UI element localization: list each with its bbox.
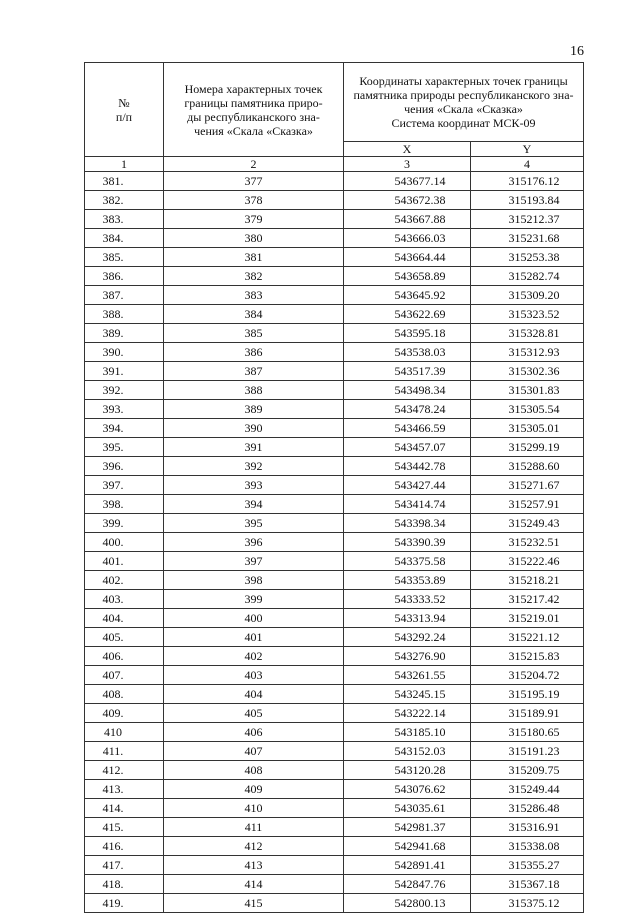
row-number-cell: 389. <box>85 324 164 343</box>
point-number-cell: 411 <box>164 818 344 837</box>
point-number-cell: 387 <box>164 362 344 381</box>
table-row <box>85 685 584 704</box>
y-coordinate-cell: 315222.46 <box>471 552 584 571</box>
column-number-row <box>85 157 584 172</box>
row-number-cell: 381. <box>85 172 164 191</box>
point-number-cell: 409 <box>164 780 344 799</box>
y-coordinate-cell: 315257.91 <box>471 495 584 514</box>
table-row <box>85 856 584 875</box>
y-coordinate-cell: 315312.93 <box>471 343 584 362</box>
x-coordinate-cell: 543517.39 <box>344 362 471 381</box>
x-coordinate-cell: 543276.90 <box>344 647 471 666</box>
x-coordinate-cell: 543390.39 <box>344 533 471 552</box>
x-coordinate-cell: 543222.14 <box>344 704 471 723</box>
point-number-cell: 394 <box>164 495 344 514</box>
point-number-cell: 389 <box>164 400 344 419</box>
row-number-cell: 383. <box>85 210 164 229</box>
y-coordinate-cell: 315302.36 <box>471 362 584 381</box>
x-coordinate-cell: 543261.55 <box>344 666 471 685</box>
row-number-cell: 418. <box>85 875 164 894</box>
row-number-cell: 385. <box>85 248 164 267</box>
point-number-cell: 403 <box>164 666 344 685</box>
x-coordinate-cell: 543466.59 <box>344 419 471 438</box>
y-coordinate-cell: 315189.91 <box>471 704 584 723</box>
x-coordinate-cell: 542981.37 <box>344 818 471 837</box>
y-coordinate-cell: 315316.91 <box>471 818 584 837</box>
table-body <box>85 172 584 913</box>
row-number-cell: 400. <box>85 533 164 552</box>
y-coordinate-cell: 315301.83 <box>471 381 584 400</box>
header-coordinates <box>344 63 584 142</box>
x-coordinate-cell: 543292.24 <box>344 628 471 647</box>
y-coordinate-cell: 315355.27 <box>471 856 584 875</box>
table-row <box>85 894 584 913</box>
x-coordinate-cell: 543595.18 <box>344 324 471 343</box>
column-number: 2 <box>164 157 344 172</box>
x-coordinate-cell: 543457.07 <box>344 438 471 457</box>
x-coordinate-cell: 543664.44 <box>344 248 471 267</box>
y-coordinate-cell: 315328.81 <box>471 324 584 343</box>
table-row <box>85 419 584 438</box>
point-number-cell: 379 <box>164 210 344 229</box>
header-coords-line: Система координат МСК-09 <box>391 116 536 130</box>
row-number-cell: 394. <box>85 419 164 438</box>
header-y: Y <box>471 142 584 157</box>
y-coordinate-cell: 315215.83 <box>471 647 584 666</box>
point-number-cell: 407 <box>164 742 344 761</box>
table-row <box>85 780 584 799</box>
y-coordinate-cell: 315193.84 <box>471 191 584 210</box>
table-row <box>85 286 584 305</box>
row-number-cell: 416. <box>85 837 164 856</box>
row-number-cell: 412. <box>85 761 164 780</box>
x-coordinate-cell: 543666.03 <box>344 229 471 248</box>
table-row <box>85 875 584 894</box>
table-row <box>85 267 584 286</box>
point-number-cell: 383 <box>164 286 344 305</box>
x-coordinate-cell: 543353.89 <box>344 571 471 590</box>
header-row-number <box>85 63 164 157</box>
point-number-cell: 404 <box>164 685 344 704</box>
x-coordinate-cell: 543667.88 <box>344 210 471 229</box>
x-coordinate-cell: 543427.44 <box>344 476 471 495</box>
x-coordinate-cell: 542891.41 <box>344 856 471 875</box>
point-number-cell: 378 <box>164 191 344 210</box>
table-row <box>85 324 584 343</box>
y-coordinate-cell: 315219.01 <box>471 609 584 628</box>
y-coordinate-cell: 315221.12 <box>471 628 584 647</box>
y-coordinate-cell: 315338.08 <box>471 837 584 856</box>
y-coordinate-cell: 315249.44 <box>471 780 584 799</box>
y-coordinate-cell: 315367.18 <box>471 875 584 894</box>
point-number-cell: 396 <box>164 533 344 552</box>
table-row <box>85 647 584 666</box>
x-coordinate-cell: 543398.34 <box>344 514 471 533</box>
row-number-cell: 395. <box>85 438 164 457</box>
point-number-cell: 395 <box>164 514 344 533</box>
row-number-cell: 382. <box>85 191 164 210</box>
point-number-cell: 392 <box>164 457 344 476</box>
x-coordinate-cell: 543313.94 <box>344 609 471 628</box>
y-coordinate-cell: 315232.51 <box>471 533 584 552</box>
row-number-cell: 387. <box>85 286 164 305</box>
point-number-cell: 377 <box>164 172 344 191</box>
row-number-cell: 406. <box>85 647 164 666</box>
header-number-abbr: п/п <box>115 109 133 124</box>
x-coordinate-cell: 543645.92 <box>344 286 471 305</box>
y-coordinate-cell: 315218.21 <box>471 571 584 590</box>
point-number-cell: 381 <box>164 248 344 267</box>
table-row <box>85 343 584 362</box>
point-number-cell: 414 <box>164 875 344 894</box>
row-number-cell: 408. <box>85 685 164 704</box>
table-row <box>85 305 584 324</box>
y-coordinate-cell: 315305.01 <box>471 419 584 438</box>
y-coordinate-cell: 315180.65 <box>471 723 584 742</box>
x-coordinate-cell: 542847.76 <box>344 875 471 894</box>
table-row <box>85 229 584 248</box>
header-number-sign: № <box>118 95 130 110</box>
x-coordinate-cell: 543498.34 <box>344 381 471 400</box>
y-coordinate-cell: 315191.23 <box>471 742 584 761</box>
column-number: 1 <box>85 157 164 172</box>
y-coordinate-cell: 315309.20 <box>471 286 584 305</box>
table-row <box>85 381 584 400</box>
point-number-cell: 385 <box>164 324 344 343</box>
x-coordinate-cell: 543120.28 <box>344 761 471 780</box>
point-number-cell: 401 <box>164 628 344 647</box>
table-row <box>85 514 584 533</box>
x-coordinate-cell: 543035.61 <box>344 799 471 818</box>
header-points-line: чения «Скала «Сказка» <box>194 123 313 138</box>
y-coordinate-cell: 315305.54 <box>471 400 584 419</box>
x-coordinate-cell: 543414.74 <box>344 495 471 514</box>
header-x: X <box>344 142 471 157</box>
x-coordinate-cell: 543245.15 <box>344 685 471 704</box>
x-coordinate-cell: 542941.68 <box>344 837 471 856</box>
y-coordinate-cell: 315231.68 <box>471 229 584 248</box>
row-number-cell: 402. <box>85 571 164 590</box>
row-number-cell: 409. <box>85 704 164 723</box>
table-row <box>85 837 584 856</box>
table-row <box>85 552 584 571</box>
column-number: 4 <box>471 157 584 172</box>
x-coordinate-cell: 543538.03 <box>344 343 471 362</box>
page-number: 16 <box>570 44 584 59</box>
y-coordinate-cell: 315209.75 <box>471 761 584 780</box>
table-row <box>85 476 584 495</box>
row-number-cell: 403. <box>85 590 164 609</box>
table-row <box>85 495 584 514</box>
y-coordinate-cell: 315204.72 <box>471 666 584 685</box>
table-row <box>85 590 584 609</box>
point-number-cell: 388 <box>164 381 344 400</box>
point-number-cell: 408 <box>164 761 344 780</box>
row-number-cell: 419. <box>85 894 164 913</box>
table-row <box>85 609 584 628</box>
y-coordinate-cell: 315288.60 <box>471 457 584 476</box>
table-row <box>85 533 584 552</box>
y-coordinate-cell: 315375.12 <box>471 894 584 913</box>
column-number: 3 <box>344 157 471 172</box>
point-number-cell: 402 <box>164 647 344 666</box>
row-number-cell: 414. <box>85 799 164 818</box>
row-number-cell: 393. <box>85 400 164 419</box>
y-coordinate-cell: 315282.74 <box>471 267 584 286</box>
header-points-line: ды республиканского зна- <box>187 109 320 124</box>
point-number-cell: 397 <box>164 552 344 571</box>
point-number-cell: 386 <box>164 343 344 362</box>
x-coordinate-cell: 543622.69 <box>344 305 471 324</box>
coordinates-table <box>84 62 584 913</box>
row-number-cell: 391. <box>85 362 164 381</box>
header-point-numbers <box>164 63 344 157</box>
table-row <box>85 742 584 761</box>
point-number-cell: 390 <box>164 419 344 438</box>
y-coordinate-cell: 315217.42 <box>471 590 584 609</box>
x-coordinate-cell: 543658.89 <box>344 267 471 286</box>
point-number-cell: 382 <box>164 267 344 286</box>
table-row <box>85 457 584 476</box>
row-number-cell: 386. <box>85 267 164 286</box>
y-coordinate-cell: 315323.52 <box>471 305 584 324</box>
point-number-cell: 412 <box>164 837 344 856</box>
x-coordinate-cell: 543442.78 <box>344 457 471 476</box>
table-row <box>85 438 584 457</box>
row-number-cell: 413. <box>85 780 164 799</box>
y-coordinate-cell: 315286.48 <box>471 799 584 818</box>
point-number-cell: 405 <box>164 704 344 723</box>
table-row <box>85 210 584 229</box>
x-coordinate-cell: 543076.62 <box>344 780 471 799</box>
x-coordinate-cell: 543152.03 <box>344 742 471 761</box>
row-number-cell: 390. <box>85 343 164 362</box>
point-number-cell: 410 <box>164 799 344 818</box>
table-row <box>85 723 584 742</box>
table-row <box>85 761 584 780</box>
row-number-cell: 384. <box>85 229 164 248</box>
x-coordinate-cell: 542800.13 <box>344 894 471 913</box>
x-coordinate-cell: 543333.52 <box>344 590 471 609</box>
y-coordinate-cell: 315176.12 <box>471 172 584 191</box>
row-number-cell: 397. <box>85 476 164 495</box>
point-number-cell: 398 <box>164 571 344 590</box>
row-number-cell: 404. <box>85 609 164 628</box>
y-coordinate-cell: 315249.43 <box>471 514 584 533</box>
table-row <box>85 362 584 381</box>
table-row <box>85 818 584 837</box>
y-coordinate-cell: 315212.37 <box>471 210 584 229</box>
row-number-cell: 401. <box>85 552 164 571</box>
header-points-line: границы памятника приро- <box>184 95 323 110</box>
row-number-cell: 405. <box>85 628 164 647</box>
row-number-cell: 388. <box>85 305 164 324</box>
row-number-cell: 396. <box>85 457 164 476</box>
table-row <box>85 571 584 590</box>
point-number-cell: 413 <box>164 856 344 875</box>
x-coordinate-cell: 543185.10 <box>344 723 471 742</box>
row-number-cell: 399. <box>85 514 164 533</box>
table-row <box>85 666 584 685</box>
row-number-cell: 411. <box>85 742 164 761</box>
x-coordinate-cell: 543375.58 <box>344 552 471 571</box>
point-number-cell: 391 <box>164 438 344 457</box>
table-row <box>85 248 584 267</box>
table-row <box>85 191 584 210</box>
point-number-cell: 400 <box>164 609 344 628</box>
y-coordinate-cell: 315195.19 <box>471 685 584 704</box>
table-row <box>85 172 584 191</box>
table-header <box>85 63 584 172</box>
header-coords-line: памятника природы республиканского зна- <box>353 88 574 102</box>
point-number-cell: 399 <box>164 590 344 609</box>
header-coords-line: чения «Скала «Сказка» <box>404 102 523 116</box>
row-number-cell: 392. <box>85 381 164 400</box>
point-number-cell: 393 <box>164 476 344 495</box>
x-coordinate-cell: 543478.24 <box>344 400 471 419</box>
row-number-cell: 417. <box>85 856 164 875</box>
y-coordinate-cell: 315253.38 <box>471 248 584 267</box>
y-coordinate-cell: 315271.67 <box>471 476 584 495</box>
point-number-cell: 380 <box>164 229 344 248</box>
table-row <box>85 400 584 419</box>
x-coordinate-cell: 543672.38 <box>344 191 471 210</box>
table-row <box>85 704 584 723</box>
y-coordinate-cell: 315299.19 <box>471 438 584 457</box>
table-row <box>85 628 584 647</box>
point-number-cell: 406 <box>164 723 344 742</box>
x-coordinate-cell: 543677.14 <box>344 172 471 191</box>
header-points-line: Номера характерных точек <box>184 81 323 96</box>
row-number-cell: 407. <box>85 666 164 685</box>
header-coords-line: Координаты характерных точек границы <box>359 74 568 88</box>
row-number-cell: 410 <box>85 723 164 742</box>
row-number-cell: 398. <box>85 495 164 514</box>
point-number-cell: 415 <box>164 894 344 913</box>
table-row <box>85 799 584 818</box>
row-number-cell: 415. <box>85 818 164 837</box>
point-number-cell: 384 <box>164 305 344 324</box>
